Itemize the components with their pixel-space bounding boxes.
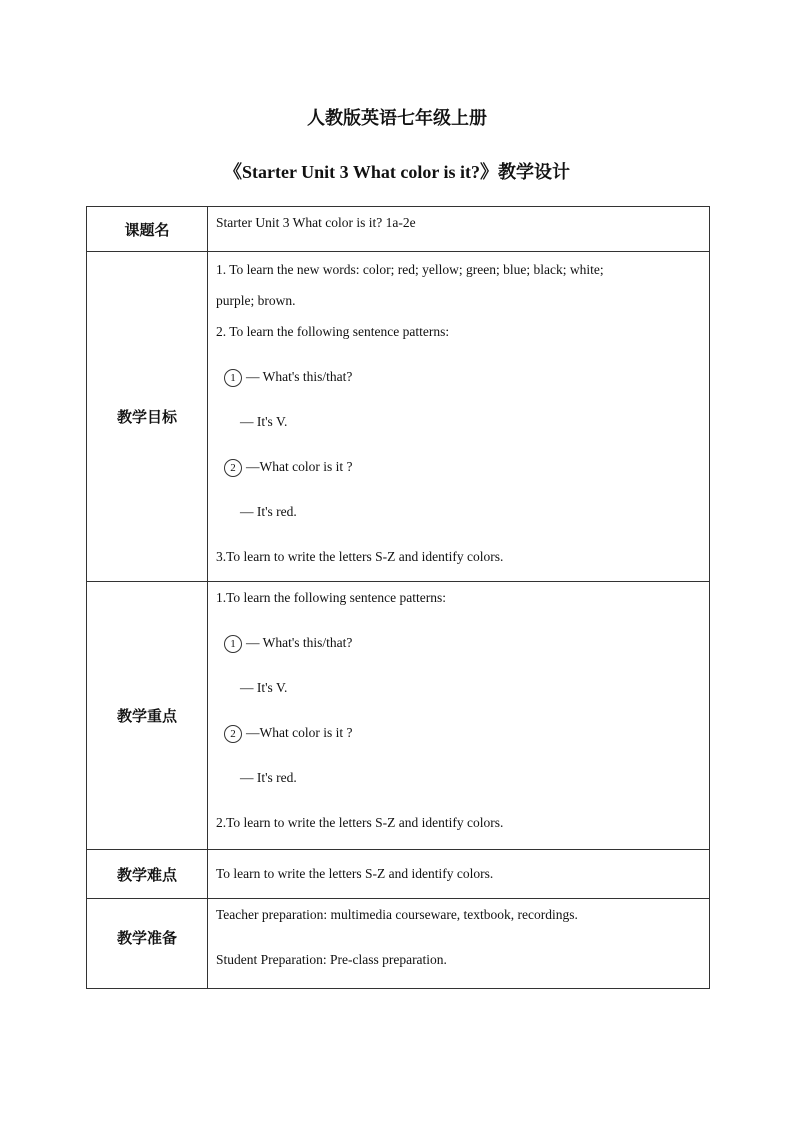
dialogue-line: — What's this/that?: [246, 635, 353, 650]
key-points-line: — It's V.: [240, 680, 288, 695]
objectives-line: 3.To learn to write the letters S-Z and identify colors.: [216, 549, 504, 564]
table-row-difficulties: [87, 850, 710, 899]
objectives-line: purple; brown.: [216, 293, 296, 308]
preparation-line: Teacher preparation: multimedia courseware, textbook, recordings.: [216, 907, 578, 922]
row-content-difficulties: [208, 850, 710, 899]
objectives-line: 1. To learn the new words: color; red; yellow; green; blue; black; white;: [216, 262, 604, 277]
objectives-line: [216, 367, 701, 387]
objectives-line: — It's red.: [240, 504, 297, 519]
key-points-line: 2.To learn to write the letters S-Z and identify colors.: [216, 815, 504, 830]
key-points-line: [216, 633, 701, 653]
row-content-topic: [208, 207, 710, 252]
objectives-line: — It's V.: [240, 414, 288, 429]
document-title: 人教版英语七年级上册: [307, 108, 487, 128]
dialogue-line: —What color is it ?: [246, 459, 353, 474]
row-label-key-points: 教学重点: [87, 582, 208, 850]
row-content-objectives: [208, 252, 710, 582]
circled-number: 1: [224, 369, 242, 387]
table-row-preparation: [87, 899, 710, 989]
row-label-topic: 课题名: [87, 207, 208, 252]
circled-number: 2: [224, 459, 242, 477]
difficulties-text: To learn to write the letters S-Z and identify colors.: [216, 866, 494, 881]
row-label-preparation: 教学准备: [87, 899, 208, 989]
circled-number: 2: [224, 725, 242, 743]
key-points-line: 1.To learn the following sentence patterns:: [216, 590, 446, 605]
row-label-objectives: 教学目标: [87, 252, 208, 582]
objectives-line: [216, 457, 701, 477]
key-points-line: [216, 723, 701, 743]
topic-text: Starter Unit 3 What color is it? 1a-2e: [216, 215, 416, 230]
row-content-preparation: [208, 899, 710, 989]
objectives-line: 2. To learn the following sentence patterns:: [216, 324, 450, 339]
table-row-key-points: [87, 582, 710, 850]
table-row-objectives: [87, 252, 710, 582]
row-label-difficulties: 教学难点: [87, 850, 208, 899]
dialogue-line: — What's this/that?: [246, 369, 353, 384]
document-subtitle: 《Starter Unit 3 What color is it?》教学设计: [224, 162, 570, 182]
dialogue-line: —What color is it ?: [246, 725, 353, 740]
key-points-line: — It's red.: [240, 770, 297, 785]
lesson-plan-table: [86, 206, 710, 989]
circled-number: 1: [224, 635, 242, 653]
preparation-line: Student Preparation: Pre-class preparation.: [216, 952, 447, 967]
table-row-topic: [87, 207, 710, 252]
row-content-key-points: [208, 582, 710, 850]
